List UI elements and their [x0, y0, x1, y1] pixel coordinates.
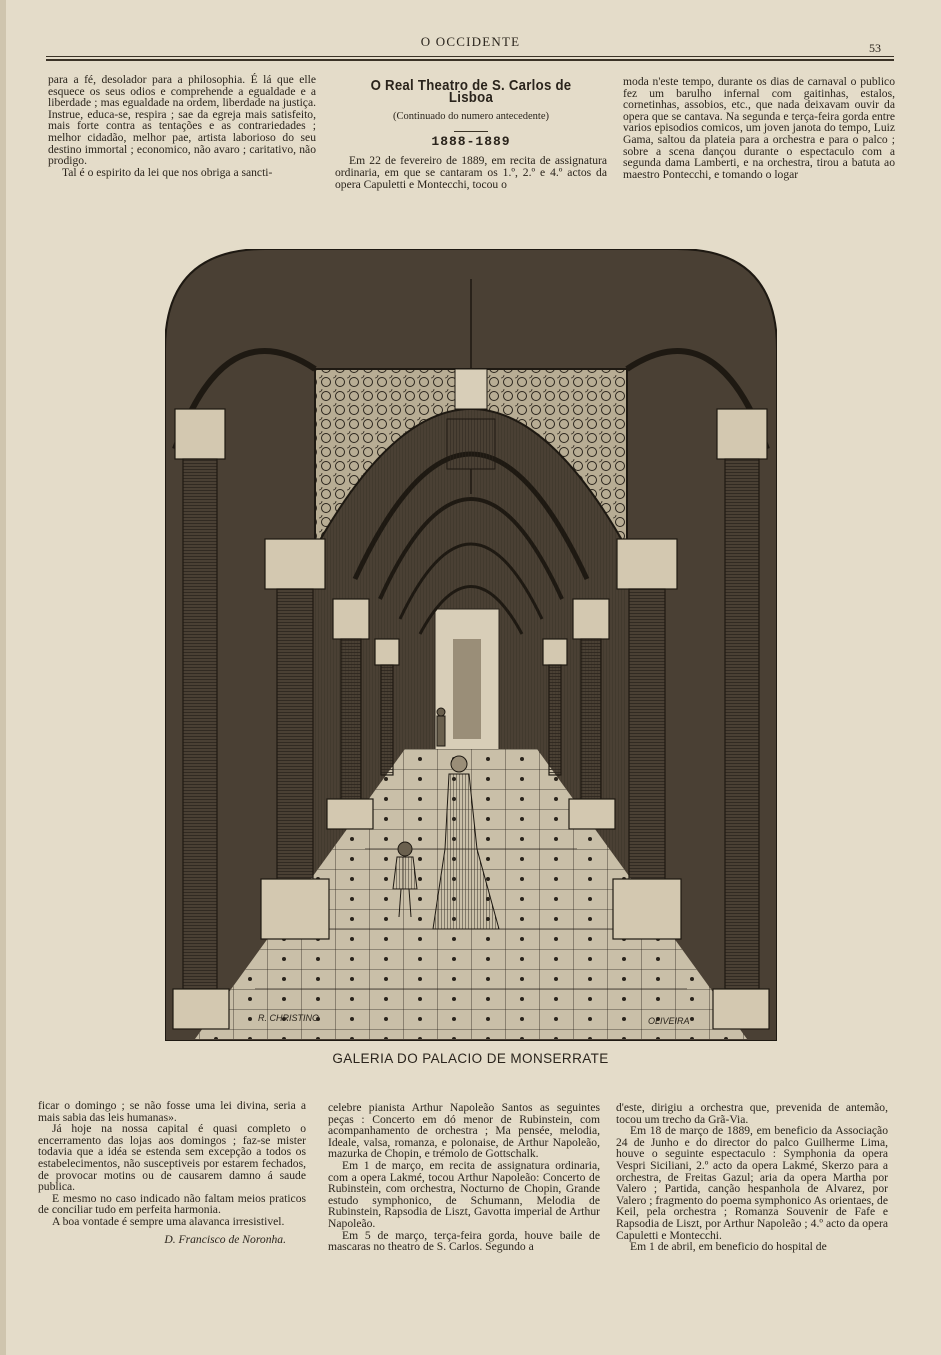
gallery-engraving — [165, 249, 777, 1041]
paragraph: Em 18 de março de 1889, em beneficio da Associação 24 de Junho e do director do palco Guilherme Lima, houve o seguinte espectaculo : Symphonia da opera Vespri Siciliani, 2.º acto da opera Lakmé, Skerzo para a orchestra, de Freitas Gazul; aria da opera Martha por Valero ; Partida, canção hespanhola de Alvarez, por Valero ; fragmento do poema symphonico As orientaes, de Keil, pela orchestra ; Romanza Souvenir de Fafe e Rapsodia de Liszt, por Arthur Napoleão ; 4.º acto da opera Capuletti e Montecchi. — [616, 1124, 888, 1242]
paragraph: ficar o domingo ; se não fosse uma lei divina, seria a mais sabia das leis humanas». — [38, 1099, 306, 1124]
journal-title: O OCCIDENTE — [420, 34, 521, 49]
paragraph: Em 22 de fevereiro de 1889, em recita de assignatura ordinaria, em que se cantaram os 1.º, 2.º e 4.º actos da opera Capuletti e Montecchi, tocou o — [335, 154, 607, 191]
paragraph: Em 1 de abril, em beneficio do hospital de — [630, 1240, 827, 1254]
illustration-caption: GALERIA DO PALACIO DE MONSERRATE — [332, 1051, 609, 1066]
top-column-2 — [335, 76, 607, 190]
bottom-column-1 — [38, 1100, 306, 1245]
paragraph: d'este, dirigiu a orchestra que, prevenida de antemão, tocou um trecho da Grã-Via. — [616, 1101, 888, 1126]
article-years: 1888-1889 — [431, 133, 511, 149]
article-subtitle: (Continuado do numero antecedente) — [393, 111, 549, 123]
paragraph: Em 5 de março, terça-feira gorda, houve baile de mascaras no theatro de S. Carlos. Segundo a — [328, 1228, 600, 1254]
top-column-1 — [48, 74, 316, 178]
page-number: 53 — [869, 41, 881, 55]
paragraph: para a fé, desolador para a philosophia. É lá que elle esquece os seus odios e comprehende a egualdade e a liberdade ; mas egualdade na ordem, liberdade na justiça. Instrue, educa-se, respira ; sae da egreja mais satisfeito, mais forte contra as tentações e as contrariedades ; melhor cidadão, melhor pae, artista laborioso do seu destino immortal ; economico, não avaro ; caritativo, não prodigo. — [48, 73, 316, 168]
bottom-column-3 — [616, 1102, 888, 1253]
top-column-3 — [623, 76, 895, 180]
paragraph: moda n'este tempo, durante os dias de carnaval o publico fez um barulho infernal com gaitinhas, estalos, cornetinhas, assobios, etc., que nada deixavam ouvir da opera que se cantava. Na segunda e terça-feira gorda entre varios episodios comicos, um joven janota do tempo, Luiz Gama, saltou da plateia para a orchestra e para o palco ; sobre a scena dançou durante o espectaculo com a segunda dama Lamberti, e na orchestra, tirou a batuta ao maestro Pontecchi, e tomando o logar — [623, 75, 895, 181]
bottom-column-2 — [328, 1102, 600, 1253]
paragraph: Já hoje na nossa capital é quasi completo o encerramento das lojas aos domingos ; faz-se mister todavia que a idéa se estenda sem excepção a todos os estabelecimentos, não susceptiveis por estarem fechados, de provocar motins ou de causarem damno á saude publica. — [38, 1122, 306, 1194]
page-edge — [0, 0, 6, 1355]
header-rule — [46, 56, 894, 57]
article-title: O Real Theatro de S. Carlos de Lisboa — [370, 77, 572, 106]
artist-signature: OLIVEIRA — [648, 1016, 690, 1026]
paragraph: celebre pianista Arthur Napoleão Santos as seguintes peças : Concerto em dó menor de Rubinstein, com acompanhamento de orchestra ; Ma pensée, melodia, Ideale, valsa, romanza, e polonaise, de Arthur Napoleão, mazurka de Chopin, e trémolo de Gottschalk. — [328, 1101, 600, 1161]
author-signature: D. Francisco de Noronha. — [164, 1232, 286, 1246]
header-rule-double — [46, 59, 894, 61]
engraver-signature: R. CHRISTINO — [258, 1013, 320, 1023]
paragraph: A boa vontade é sempre uma alavanca irresistivel. — [52, 1214, 285, 1228]
paragraph: E mesmo no caso indicado não faltam meios praticos de conciliar tudo em perfeita harmonia. — [38, 1191, 306, 1217]
paragraph: Em 1 de março, em recita de assignatura ordinaria, com a opera Lakmé, tocou Arthur Napoleão: Concerto de Rubinstein, com orchestra, Nocturno de Chopin, Grande estudo symphonico, de Schumann, Melodia de Rubinstein, Rapsodia de Liszt, Gavotta imperial de Arthur Napoleão. — [328, 1158, 600, 1230]
paragraph: Tal é o espirito da lei que nos obriga a sancti- — [62, 165, 273, 179]
divider — [454, 131, 488, 132]
